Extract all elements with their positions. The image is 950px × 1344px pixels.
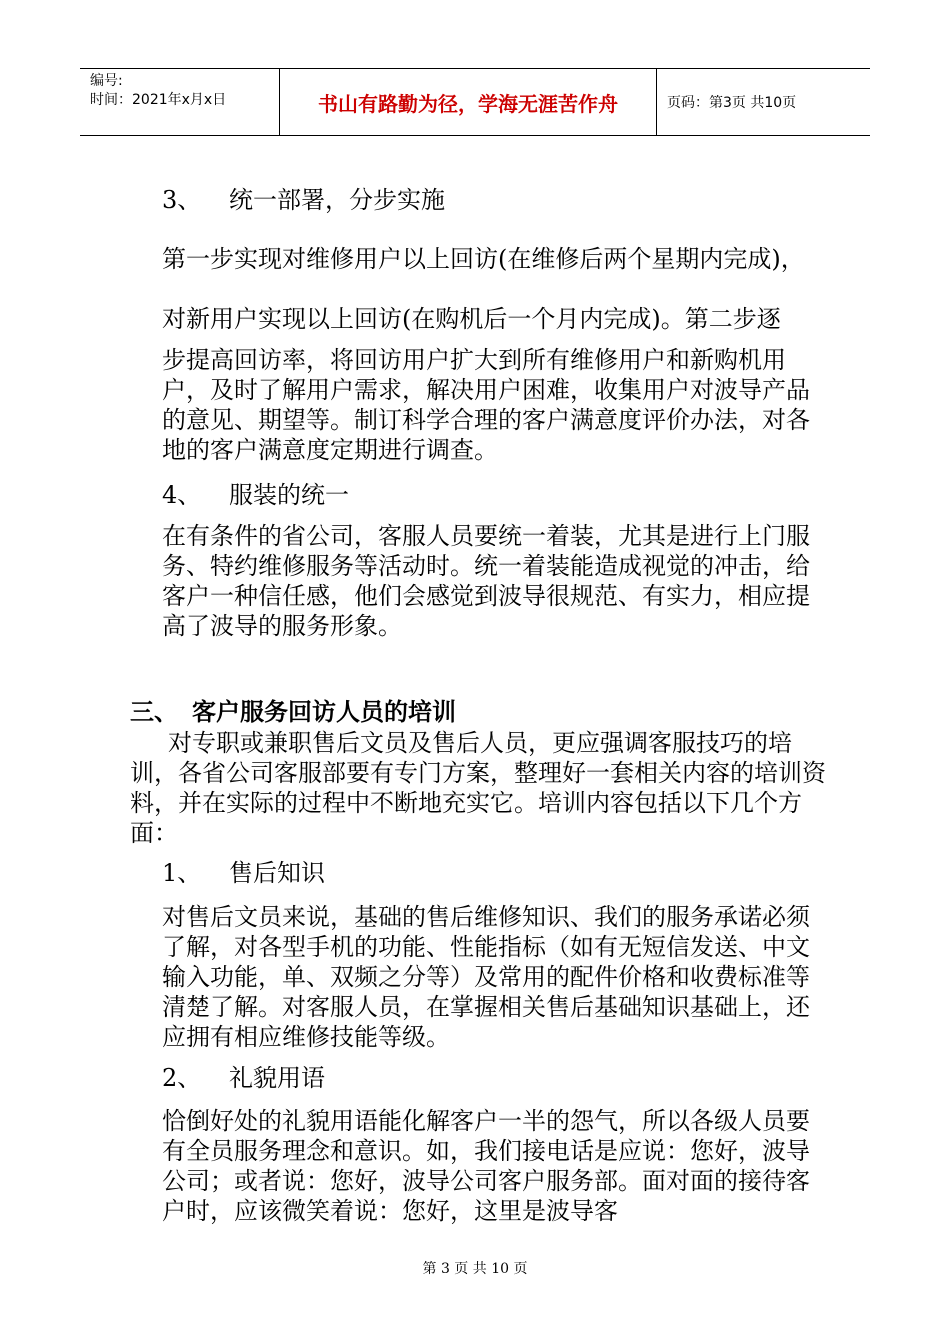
paragraph: 步提高回访率，将回访用户扩大到所有维修用户和新购机用户，及时了解用户需求，解决用户困难，收集用户对波导产品的意见、期望等。制订科学合理的客户满意度评价办法，对各地的客户满意度定期进行调查。 [162,346,810,464]
date-label: 时间：2021年x月x日 [90,92,227,108]
item-title: 服装的统一 [229,481,349,509]
header-page-info: 页码：第3页 共10页 [667,95,797,111]
paragraph: 在有条件的省公司，客服人员要统一着装，尤其是进行上门服务、特约维修服务等活动时。统一着装能造成视觉的冲击，给客户一种信任感，他们会感觉到波导很规范、有实力，相应提高了波导的服务形象。 [162,522,810,640]
code-label: 编号: [90,73,123,89]
header-meta [80,69,280,135]
header-motto: 书山有路勤为径，学海无涯苦作舟 [280,69,657,135]
item-number: 2、 [162,1064,202,1092]
item-2-heading [162,1063,325,1093]
paragraph-line: 第一步实现对维修用户以上回访(在维修后两个星期内完成)， [162,245,805,273]
paragraph: 对售后文员来说，基础的售后维修知识、我们的服务承诺必须了解，对各型手机的功能、性能指标（如有无短信发送、中文输入功能，单、双频之分等）及常用的配件价格和收费标准等清楚了解。对客服人员，在掌握相关售后基础知识基础上，还应拥有相应维修技能等级。 [162,903,810,1051]
item-number: 4、 [162,481,202,509]
section-number: 三、 [130,697,178,726]
page-footer: 第 3 页 共 10 页 [422,1261,528,1277]
section-heading [130,697,456,727]
item-title: 售后知识 [229,859,325,887]
paragraph: 恰倒好处的礼貌用语能化解客户一半的怨气，所以各级人员要有全员服务理念和意识。如，我们接电话是应说：您好，波导公司；或者说：您好，波导公司客户服务部。面对面的接待客户时，应该微笑着说：您好，这里是波导客 [162,1107,810,1225]
item-title: 礼貌用语 [229,1064,325,1092]
section-title: 客户服务回访人员的培训 [192,697,456,726]
page-header [80,68,870,136]
item-4-heading [162,480,349,510]
item-number: 3、 [162,186,202,214]
item-3-heading [162,185,445,215]
item-1-heading [162,858,325,888]
paragraph-line: 对新用户实现以上回访(在购机后一个月内完成)。第二步逐 [162,305,781,333]
paragraph: 对专职或兼职售后文员及售后人员，更应强调客服技巧的培训，各省公司客服部要有专门方案，整理好一套相关内容的培训资料，并在实际的过程中不断地充实它。培训内容包括以下几个方面： [130,729,826,847]
item-number: 1、 [162,859,202,887]
item-title: 统一部署，分步实施 [229,186,445,214]
